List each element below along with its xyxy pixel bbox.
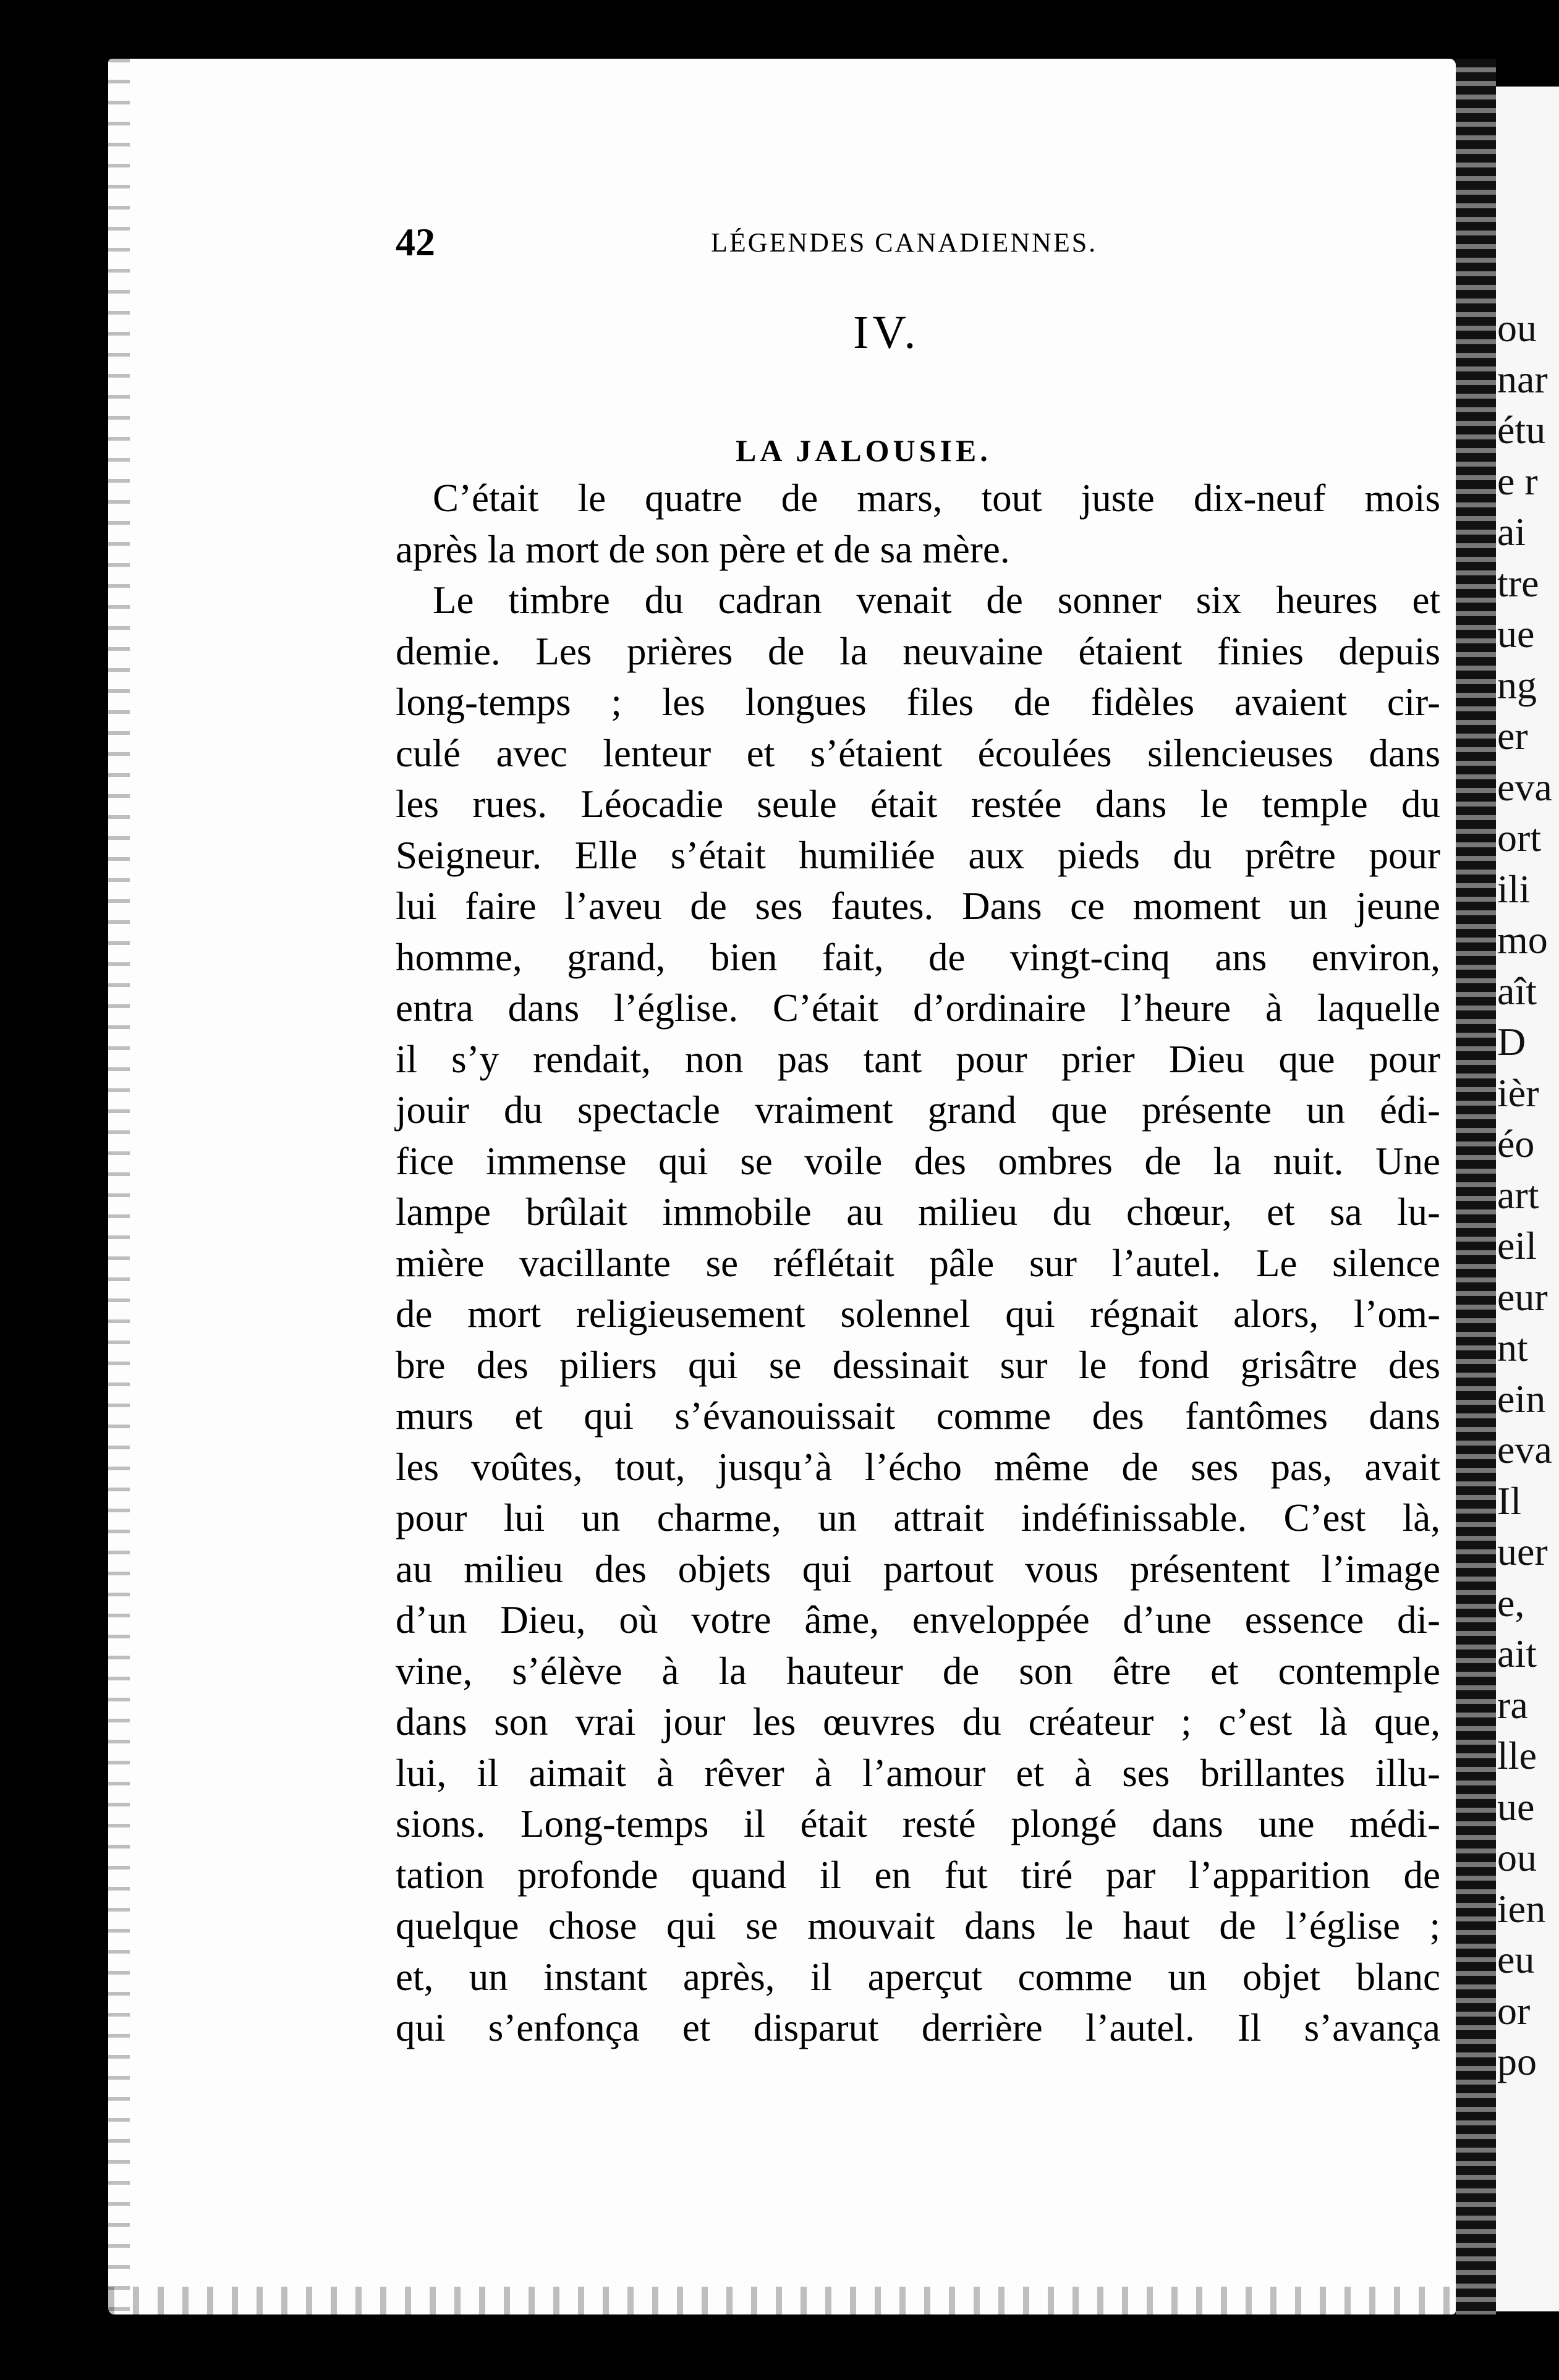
adjacent-page-strip — [1496, 87, 1559, 2311]
running-title: LÉGENDES CANADIENNES. — [711, 227, 1098, 258]
text-line: les voûtes, tout, jusqu’à l’écho même de ses pas, avait — [396, 1445, 1440, 1489]
book-spine — [1456, 59, 1496, 2314]
text-line: jouir du spectacle vraiment grand que présente un édi- — [396, 1088, 1440, 1132]
text-line: qui s’enfonça et disparut derrière l’autel. Il s’avança — [396, 2006, 1440, 2049]
text-line: pour lui un charme, un attrait indéfinissable. C’est là, — [396, 1496, 1440, 1539]
chapter-title: LA JALOUSIE. — [736, 433, 992, 468]
text-line: bre des piliers qui se dessinait sur le fond grisâtre des — [396, 1343, 1440, 1387]
text-line: quelque chose qui se mouvait dans le haut de l’église ; — [396, 1904, 1440, 1947]
text-line: long-temps ; les longues files de fidèles avaient cir- — [396, 680, 1440, 724]
text-line: dans son vrai jour les œuvres du créateur ; c’est là que, — [396, 1700, 1440, 1743]
text-line: sions. Long-temps il était resté plongé dans une médi- — [396, 1802, 1440, 1845]
text-line: tation profonde quand il en fut tiré par l’apparition de — [396, 1853, 1440, 1897]
text-line: de mort religieusement solennel qui régnait alors, l’om- — [396, 1292, 1440, 1336]
scan-edge-bottom — [108, 2287, 1456, 2314]
adjacent-page-fragments: ou nar étu e r ai tre ue ng er eva ort ili mo aît D ièr éo art eil eur nt ein eva Il uer e, ait ra lle ue ou ien eu or po — [1497, 306, 1552, 2083]
text-line: vine, s’élève à la hauteur de son être et contemple — [396, 1649, 1440, 1693]
text-line: d’un Dieu, où votre âme, enveloppée d’une essence di- — [396, 1598, 1440, 1641]
chapter-number: IV. — [853, 307, 920, 358]
text-line: il s’y rendait, non pas tant pour prier Dieu que pour — [396, 1037, 1440, 1081]
scan-edge-left — [93, 59, 130, 2314]
text-line: fice immense qui se voile des ombres de la nuit. Une — [396, 1139, 1440, 1183]
text-line: culé avec lenteur et s’étaient écoulées silencieuses dans — [396, 731, 1440, 775]
text-line: et, un instant après, il aperçut comme un objet blanc — [396, 1955, 1440, 1999]
text-line: entra dans l’église. C’était d’ordinaire l’heure à laquelle — [396, 986, 1440, 1030]
text-line: Le timbre du cadran venait de sonner six heures et — [433, 578, 1440, 622]
text-line: homme, grand, bien fait, de vingt-cinq ans environ, — [396, 935, 1440, 979]
text-line: au milieu des objets qui partout vous présentent l’image — [396, 1547, 1440, 1591]
text-line: après la mort de son père et de sa mère. — [396, 527, 1010, 571]
text-line: lui, il aimait à rêver à l’amour et à ses brillantes illu- — [396, 1751, 1440, 1795]
text-line: murs et qui s’évanouissait comme des fantômes dans — [396, 1394, 1440, 1438]
page-number: 42 — [396, 220, 435, 264]
text-line: C’était le quatre de mars, tout juste dix-neuf mois — [433, 476, 1440, 520]
text-line: demie. Les prières de la neuvaine étaient finies depuis — [396, 629, 1440, 673]
body-text — [396, 473, 1440, 2054]
text-line: les rues. Léocadie seule était restée dans le temple du — [396, 782, 1440, 826]
text-line: lui faire l’aveu de ses fautes. Dans ce moment un jeune — [396, 884, 1440, 928]
text-line: mière vacillante se réflétait pâle sur l’autel. Le silence — [396, 1241, 1440, 1285]
text-line: Seigneur. Elle s’était humiliée aux pieds du prêtre pour — [396, 833, 1440, 877]
text-line: lampe brûlait immobile au milieu du chœur, et sa lu- — [396, 1190, 1440, 1234]
